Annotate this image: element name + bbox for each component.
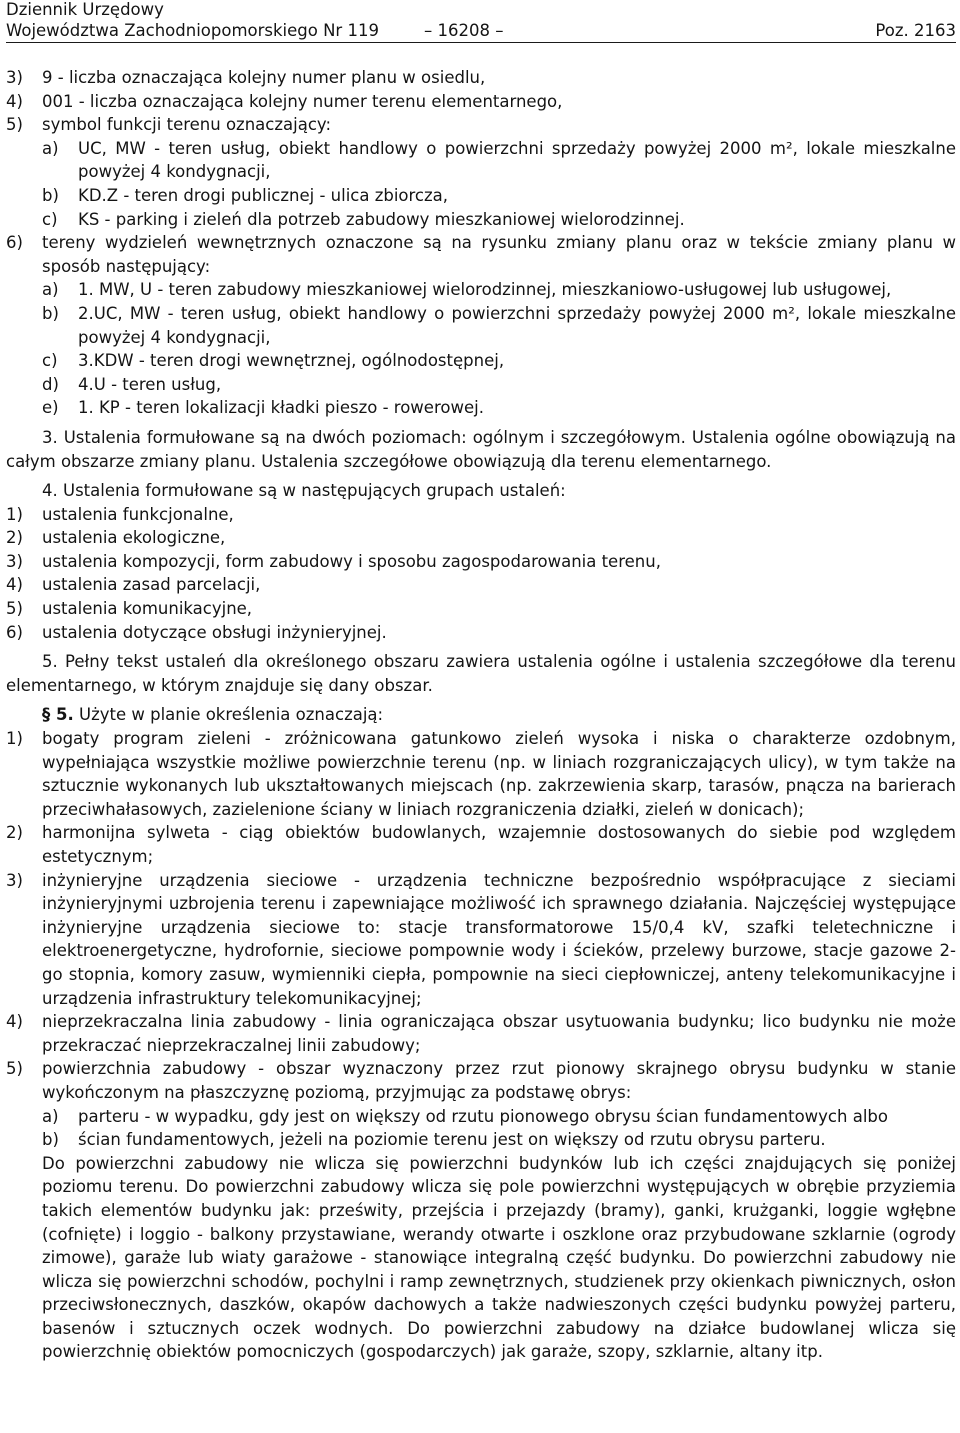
list-subitem: b) 2.UC, MW - teren usług, obiekt handlowy o powierzchni sprzedaży powyżej 2000 m², lokale mieszkalne powyżej 4 kondygnacji,: [42, 303, 956, 347]
list-item: 3) 9 - liczba oznaczająca kolejny numer planu w osiedlu,: [6, 68, 486, 87]
page-header: [6, 0, 956, 43]
definition-item: 2) harmonijna sylweta - ciąg obiektów budowlanych, wzajemnie dostosowanych do siebie pod względem estetycznym;: [6, 823, 956, 866]
list-subitem: d) 4.U - teren usług,: [42, 374, 222, 394]
list-item: 5) symbol funkcji terenu oznaczający:: [6, 115, 332, 135]
paragraph-4: 4. Ustalenia formułowane są w następujących grupach ustaleń:: [42, 481, 566, 501]
list-item: 4) 001 - liczba oznaczająca kolejny numer terenu elementarnego,: [6, 91, 563, 111]
document-body: [6, 66, 956, 1364]
paragraph-3: 3. Ustalenia formułowane są na dwóch poziomach: ogólnym i szczegółowym. Ustalenia ogólne obowiązują na całym obszarze zmiany planu. Ustalenia szczegółowe obowiązują dla terenu elementarnego.: [6, 427, 956, 471]
group-item: 1) ustalenia funkcjonalne,: [6, 504, 234, 524]
group-item: 5) ustalenia komunikacyjne,: [6, 599, 253, 619]
definition-subitem: b) ścian fundamentowych, jeżeli na poziomie terenu jest on większy od rzutu obrysu parteru.: [42, 1130, 826, 1150]
list-subitem: c) KS - parking i zieleń dla potrzeb zabudowy mieszkaniowej wielorodzinnej.: [42, 209, 685, 229]
definition-item: 5) powierzchnia zabudowy - obszar wyznaczony przez rzut pionowy skrajnego obrysu budynku w stanie wykończonym na płaszczyznę poziomą, przyjmując za podstawę obrys:: [6, 1059, 956, 1102]
position-number: Poz. 2163: [875, 21, 956, 40]
group-item: 4) ustalenia zasad parcelacji,: [6, 575, 261, 595]
list-subitem: a) 1. MW, U - teren zabudowy mieszkaniowej wielorodzinnej, mieszkaniowo-usługowej lub usługowej,: [42, 280, 892, 300]
group-item: 2) ustalenia ekologiczne,: [6, 528, 226, 548]
document-page: [6, 0, 956, 1362]
section-5-heading: § 5. Użyte w planie określenia oznaczają:: [42, 705, 384, 725]
list-subitem: b) KD.Z - teren drogi publicznej - ulica zbiorcza,: [42, 185, 449, 205]
list-subitem: c) 3.KDW - teren drogi wewnętrznej, ogólnodostępnej,: [42, 351, 505, 371]
journal-issue: Województwa Zachodniopomorskiego Nr 119: [6, 21, 379, 40]
definition-item: 3) inżynieryjne urządzenia sieciowe - urządzenia techniczne bezpośrednio współpracujące z sieciami inżynieryjnymi uzbrojenia terenu i zapewniające możliwość ich sprawnego działania. Najczęściej występujące inżynieryjne urządzenia sieciowe to: stacje transformatorowe 15/0,4 kV, szafki teletechniczne i elektroenergetyczne, hydrofornie, sieciowe pompownie wody i ścieków, przelewy burzowe, stacje gazowe 2-go stopnia, komory zasuw, wymienniki ciepła, pompownie na sieci ciepłowniczej, anteny telekomunikacyjne i urządzenia infrastruktury telekomunikacyjnej;: [6, 870, 956, 1008]
page-number: – 16208 –: [424, 21, 504, 40]
definition-item: 1) bogaty program zieleni - zróżnicowana gatunkowo zieleń wysoka i niska o charakterze ozdobnym, wypełniająca wszystkie możliwe powierzchnie terenu (np. w liniach rozgraniczających ulicy), w tym także na sztucznie wykonanych lub ukształtowanych miejscach (np. zakrzewienia skarp, tarasów, pnącza na barierach przeciwhałasowych, zazielenione ściany w liniach rozgraniczenia działki, zieleń w donicach);: [6, 729, 956, 819]
group-item: 6) ustalenia dotyczące obsługi inżynieryjnej.: [6, 622, 387, 642]
list-item: 6) tereny wydzieleń wewnętrznych oznaczone są na rysunku zmiany planu oraz w tekście zmiany planu w sposób następujący:: [6, 233, 956, 276]
section-mark: § 5.: [42, 705, 74, 725]
list-subitem: e) 1. KP - teren lokalizacji kładki pieszo - rowerowej.: [42, 398, 484, 418]
paragraph-5: 5. Pełny tekst ustaleń dla określonego obszaru zawiera ustalenia ogólne i ustalenia szczegółowe dla terenu elementarnego, w którym znajduje się dany obszar.: [6, 652, 956, 695]
journal-title: Dziennik Urzędowy: [6, 0, 164, 19]
group-item: 3) ustalenia kompozycji, form zabudowy i sposobu zagospodarowania terenu,: [6, 551, 661, 571]
definition-item: 4) nieprzekraczalna linia zabudowy - linia ograniczająca obszar usytuowania budynku; lico budynku nie może przekraczać nieprzekraczalnej linii zabudowy;: [6, 1012, 956, 1055]
definition-subitem: a) parteru - w wypadku, gdy jest on większy od rzutu pionowego obrysu ścian fundamentowych albo: [42, 1106, 888, 1126]
list-subitem: a) UC, MW - teren usług, obiekt handlowy o powierzchni sprzedaży powyżej 2000 m², lokale mieszkalne powyżej 4 kondygnacji,: [42, 138, 956, 182]
definition-continuation: Do powierzchni zabudowy nie wlicza się powierzchni budynków lub ich części znajdujących się poniżej poziomu terenu. Do powierzchni zabudowy wlicza się pole powierzchni występujących w obrębie przyziemia takich elementów budynku jak: prześwity, przejścia i przejazdy (bramy), ganki, krużganki, loggie wgłębne (cofnięte) i loggio - balkony przystawiane, werandy otwarte i oszklone oraz przybudowane szklarnie (ogrody zimowe), garaże lub wiaty garażowe - stanowiące integralną część budynku. Do powierzchni zabudowy nie wlicza się powierzchni schodów, pochylni i ramp zewnętrznych, studzienek przy okienkach piwnicznych, osłon przeciwsłonecznych, daszków, okapów dachowych a także nadwieszonych części budynku powyżej parteru, basenów i sztucznych oczek wodnych. Do powierzchni zabudowy na działce budowlanej wlicza się powierzchnię obiektów pomocniczych (gospodarczych) jak garaże, szopy, szklarnie, altany itp.: [42, 1153, 956, 1362]
